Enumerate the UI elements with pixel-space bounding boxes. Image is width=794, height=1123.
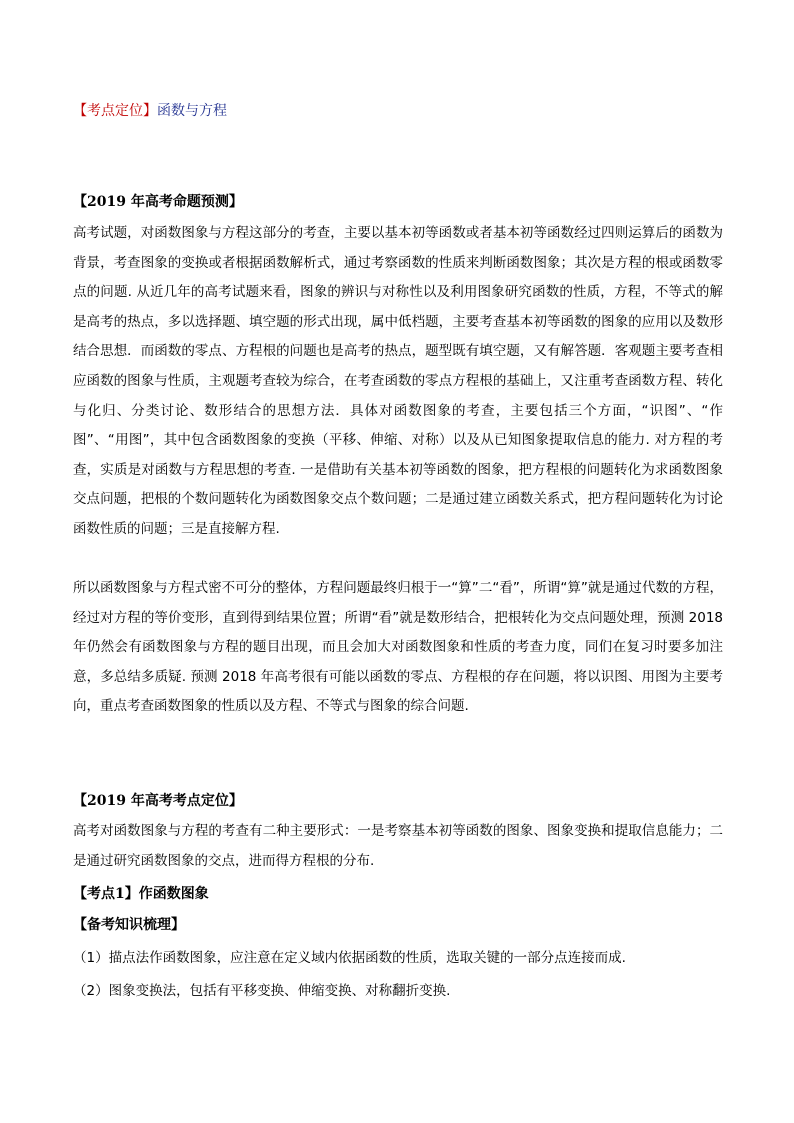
prediction-paragraph-1: 高考试题，对函数图象与方程这部分的考查，主要以基本初等函数或者基本初等函数经过四则运算后的函数为背景，考查图象的变换或者根据函数解析式，通过考察函数的性质来判断函数图象；其次是方程的根或函数零点的问题. 从近几年的高考试题来看，图象的辨识与对称性以及利用图象研究函数的性质，方程，不等式的解是高考的热点，多以选择题、填空题的形式出现，属中低档题，主要考查基本初等函数的图象的应用以及数形结合思想．而函数的零点、方程根的问题也是高考的热点，题型既有填空题，又有解答题．客观题主要考查相应函数的图象与性质，主观题考查较为综合，在考查函数的零点方程根的基础上，又注重考查函数方程、转化与化归、分类讨论、数形结合的思想方法．具体对函数图象的考查，主要包括三个方面，“识图”、“作图”、“用图”，其中包含函数图象的变换（平移、伸缩、对称）以及从已知图象提取信息的能力. 对方程的考查，实质是对函数与方程思想的考查. 一是借助有关基本初等函数的图象，把方程根的问题转化为求函数图象交点问题，把根的个数问题转化为函数图象交点个数问题；二是通过建立函数关系式，把方程问题转化为讨论函数性质的问题；三是直接解方程. xyxy=(73,225,723,537)
review-heading: 【备考知识梳理】 xyxy=(73,917,185,933)
positioning-heading: 【2019 年高考考点定位】 xyxy=(73,793,243,809)
prediction-paragraph-2: 所以函数图象与方程式密不可分的整体，方程问题最终归根于一“算”二“看”，所谓“算”就是通过代数的方程，经过对方程的等价变形，直到得到结果位置；所谓“看”就是数形结合，把根转化为交点问题处理，预测 2018 年仍然会有函数图象与方程的题目出现，而且会加大对函数图象和性质的考查力度，同们在复习时要多加注意，多总结多质疑. 预测 2018 年高考很有可能以函数的零点、方程根的存在问题，将以识图、用图为主要考向，重点考查函数图象的性质以及方程、不等式与图象的综合问题. xyxy=(73,580,723,715)
topic-value: 函数与方程 xyxy=(157,103,227,119)
topic-line xyxy=(73,100,227,122)
review-item-1: （1）描点法作函数图象，应注意在定义域内依据函数的性质，选取关键的一部分点连接而成. xyxy=(73,950,626,966)
topic-tag: 【考点定位】 xyxy=(73,103,157,119)
point1-heading: 【考点1】作函数图象 xyxy=(73,886,209,902)
review-item-2: （2）图象变换法，包括有平移变换、伸缩变换、对称翻折变换. xyxy=(73,983,451,999)
prediction-heading: 【2019 年高考命题预测】 xyxy=(73,194,243,210)
positioning-paragraph: 高考对函数图象与方程的考查有二种主要形式：一是考察基本初等函数的图象、图象变换和提取信息能力；二是通过研究函数图象的交点，进而得方程根的分布. xyxy=(73,823,723,869)
